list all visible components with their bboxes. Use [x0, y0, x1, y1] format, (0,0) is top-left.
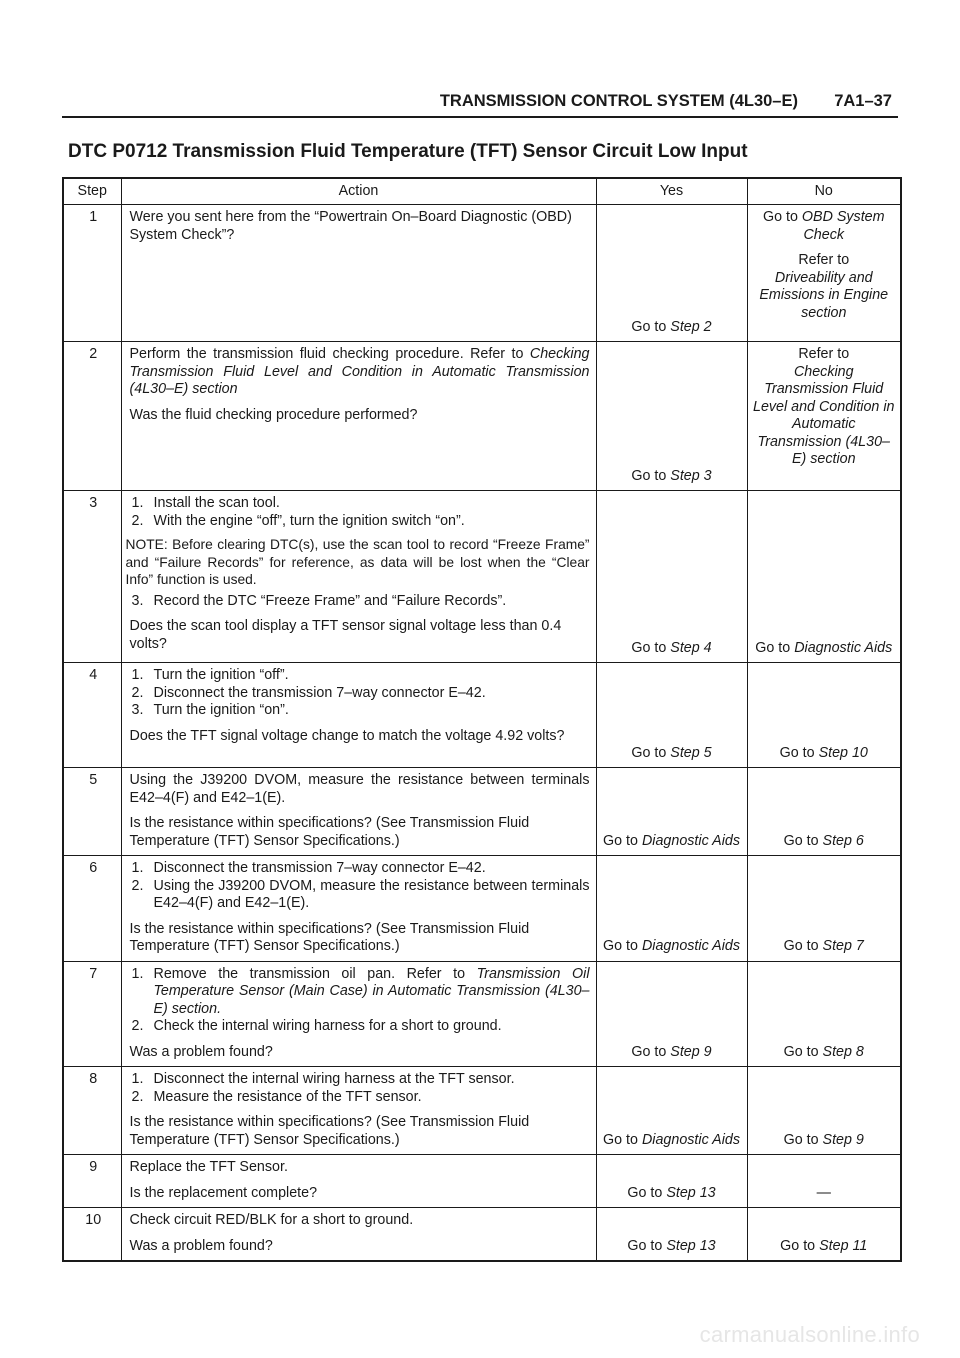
step-number: 1 [63, 205, 121, 342]
watermark: carmanualsonline.info [699, 1322, 920, 1347]
action-cell: 1. Remove the transmission oil pan. Refer to Transmission Oil Temperature Sensor (Main Case) in Automatic Transmission (4L30–E) section. 2. Check the internal wiring harness for a short to ground. Was a problem found? [121, 961, 596, 1067]
page-number: 7A1–37 [834, 92, 892, 110]
step-number: 3 [63, 491, 121, 663]
table-row [63, 1155, 901, 1208]
action-cell: Were you sent here from the “Powertrain On–Board Diagnostic (OBD) System Check”? [121, 205, 596, 342]
step-number: 7 [63, 961, 121, 1067]
action-cell: 1. Install the scan tool. 2. With the engine “off”, turn the ignition switch “on”. NOTE: Before clearing DTC(s), use the scan tool to record “Freeze Frame” and “Failure Records” for reference, as data will be lost when the “Clear Info” function is used. 3. Record the DTC “Freeze Frame” and “Failure Records”. Does the scan tool display a TFT sensor signal voltage less than 0.4 volts? [121, 491, 596, 663]
step-number: 8 [63, 1067, 121, 1155]
no-cell: Go to Step 11 [747, 1208, 901, 1262]
yes-cell: Go to Step 9 [596, 961, 747, 1067]
action-cell: 1. Turn the ignition “off”. 2. Disconnect the transmission 7–way connector E–42. 3. Turn the ignition “on”. Does the TFT signal voltage change to match the voltage 4.92 volts? [121, 663, 596, 768]
section-title: TRANSMISSION CONTROL SYSTEM (4L30–E) [439, 92, 798, 110]
yes-cell: Go to Step 4 [596, 491, 747, 663]
step-number: 4 [63, 663, 121, 768]
yes-cell: Go to Diagnostic Aids [596, 768, 747, 856]
action-cell: 1. Disconnect the internal wiring harness at the TFT sensor. 2. Measure the resistance of the TFT sensor. Is the resistance within specifications? (See Transmission Fluid Temperature (TFT) Sensor Specifications.) [121, 1067, 596, 1155]
col-no: No [747, 178, 901, 205]
yes-cell: Go to Diagnostic Aids [596, 1067, 747, 1155]
yes-cell: Go to Step 13 [596, 1208, 747, 1262]
note-text: NOTE: Before clearing DTC(s), use the scan tool to record “Freeze Frame” and “Failure Records” for reference, as data will be lost when the “Clear Info” function is used. [125, 537, 590, 587]
no-cell: Go to Diagnostic Aids [747, 491, 901, 663]
yes-cell: Go to Diagnostic Aids [596, 856, 747, 962]
no-cell: — [747, 1155, 901, 1208]
step-number: 9 [63, 1155, 121, 1208]
no-cell: Go to Step 9 [747, 1067, 901, 1155]
page-header [62, 88, 898, 118]
table-row [63, 856, 901, 962]
yes-cell: Go to Step 13 [596, 1155, 747, 1208]
step-number: 2 [63, 342, 121, 491]
action-cell: Replace the TFT Sensor. Is the replacement complete? [121, 1155, 596, 1208]
step-number: 10 [63, 1208, 121, 1262]
table-row [63, 205, 901, 342]
col-action: Action [121, 178, 596, 205]
table-row [63, 768, 901, 856]
table-row [63, 1067, 901, 1155]
no-cell: Go to OBD System Check Refer to Driveability and Emissions in Engine section [747, 205, 901, 342]
col-step: Step [63, 178, 121, 205]
table-row [63, 1208, 901, 1262]
table-row [63, 663, 901, 768]
no-cell: Go to Step 10 [747, 663, 901, 768]
table-row [63, 491, 901, 663]
no-cell: Go to Step 8 [747, 961, 901, 1067]
col-yes: Yes [596, 178, 747, 205]
page-title: DTC P0712 Transmission Fluid Temperature (TFT) Sensor Circuit Low Input [68, 141, 748, 162]
table-row [63, 342, 901, 491]
step-number: 5 [63, 768, 121, 856]
no-cell: Go to Step 6 [747, 768, 901, 856]
diagnostic-table [62, 177, 902, 1262]
no-cell: Refer to Checking Transmission Fluid Level and Condition in Automatic Transmission (4L30–E) section [747, 342, 901, 491]
action-cell: 1. Disconnect the transmission 7–way connector E–42. 2. Using the J39200 DVOM, measure the resistance between terminals E42–4(F) and E42–1(E). Is the resistance within specifications? (See Transmission Fluid Temperature (TFT) Sensor Specifications.) [121, 856, 596, 962]
yes-cell: Go to Step 5 [596, 663, 747, 768]
yes-cell: Go to Step 3 [596, 342, 747, 491]
action-cell: Perform the transmission fluid checking procedure. Refer to Checking Transmission Fluid Level and Condition in Automatic Transmission (4L30–E) section Was the fluid checking procedure performed? [121, 342, 596, 491]
action-cell: Check circuit RED/BLK for a short to ground. Was a problem found? [121, 1208, 596, 1262]
action-cell: Using the J39200 DVOM, measure the resistance between terminals E42–4(F) and E42–1(E). Is the resistance within specifications? (See Transmission Fluid Temperature (TFT) Sensor Specifications.) [121, 768, 596, 856]
yes-cell: Go to Step 2 [596, 205, 747, 342]
table-header-row [63, 178, 901, 205]
no-cell: Go to Step 7 [747, 856, 901, 962]
step-number: 6 [63, 856, 121, 962]
table-row [63, 961, 901, 1067]
